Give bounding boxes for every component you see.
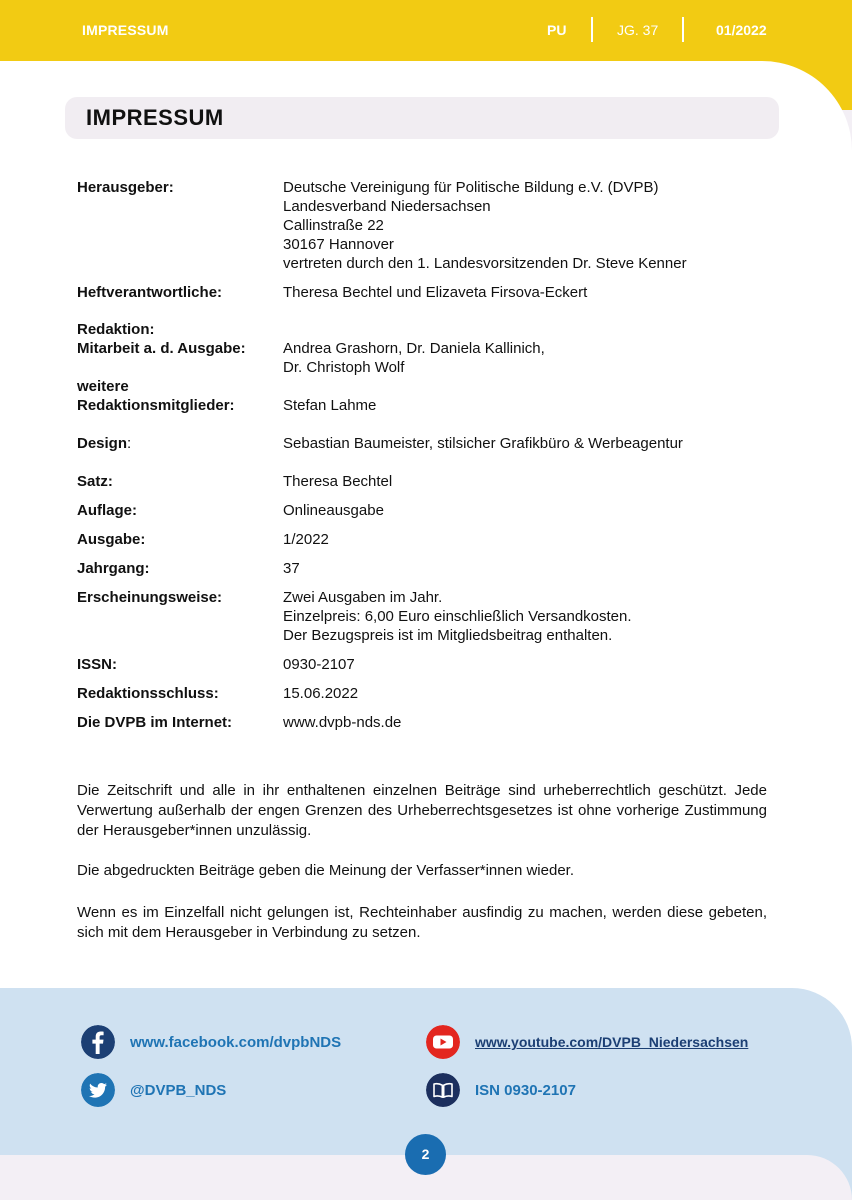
design-label <box>77 434 131 453</box>
header-divider <box>591 17 593 42</box>
publisher-line: vertreten durch den 1. Landesvorsitzenden Dr. Steve Kenner <box>283 255 687 272</box>
publisher-label: Herausgeber: <box>77 179 174 196</box>
deadline-label: Redaktionsschluss: <box>77 685 219 702</box>
typeset-value: Theresa Bechtel <box>283 473 393 490</box>
edition-value: Onlineausgabe <box>283 502 384 519</box>
header-section-title: IMPRESSUM <box>82 22 169 38</box>
design-label-colon: : <box>127 435 132 452</box>
publisher-line: Landesverband Niedersachsen <box>283 198 491 215</box>
issue-value: 1/2022 <box>283 531 329 548</box>
youtube-icon[interactable] <box>426 1025 460 1059</box>
twitter-handle[interactable]: @DVPB_NDS <box>130 1082 227 1099</box>
facebook-link[interactable]: www.facebook.com/dvpbNDS <box>130 1034 342 1051</box>
opinion-paragraph: Die abgedruckten Beiträge geben die Meinung der Verfasser*innen wieder. <box>77 862 574 879</box>
editorial-heading: Redaktion: <box>77 321 155 338</box>
publisher-line: Callinstraße 22 <box>283 217 384 234</box>
header-volume: JG. 37 <box>617 22 659 38</box>
contrib-line: Andrea Grashorn, Dr. Daniela Kallinich, <box>283 340 545 357</box>
publisher-value <box>283 178 687 273</box>
responsible-label: Heftverantwortliche: <box>77 284 223 301</box>
facebook-icon[interactable] <box>81 1025 115 1059</box>
more-members-value: Stefan Lahme <box>283 397 377 414</box>
frequency-label: Erscheinungsweise: <box>77 589 223 606</box>
more-members-label-line: weitere <box>77 378 129 395</box>
copyright-paragraph: Die Zeitschrift und alle in ihr enthaltenen einzelnen Beiträge sind urheberrechtlich geschützt. Jede Verwertung außerhalb der engen Grenzen des Urheberrechtsgesetzes ist ohne vorherige Zustimmung der Herausgeber*innen unzulässig. <box>77 782 767 839</box>
design-label-text: Design <box>77 435 128 452</box>
frequency-line: Der Bezugspreis ist im Mitgliedsbeitrag enthalten. <box>283 627 613 644</box>
isn-number: ISN 0930-2107 <box>475 1082 576 1099</box>
design-value: Sebastian Baumeister, stilsicher Grafikbüro & Werbeagentur <box>283 435 683 452</box>
web-value: www.dvpb-nds.de <box>283 714 402 731</box>
page-title: IMPRESSUM <box>86 105 224 130</box>
editorial-label <box>77 320 246 358</box>
rights-holder-paragraph: Wenn es im Einzelfall nicht gelungen ist, Rechteinhaber ausfindig zu machen, werden diese gebeten, sich mit dem Herausgeber in Verbindung zu setzen. <box>77 904 767 941</box>
publisher-line: Deutsche Vereinigung für Politische Bildung e.V. (DVPB) <box>283 179 659 196</box>
publisher-line: 30167 Hannover <box>283 236 394 253</box>
frequency-line: Einzelpreis: 6,00 Euro einschließlich Versandkosten. <box>283 608 632 625</box>
web-label: Die DVPB im Internet: <box>77 714 233 731</box>
issn-value: 0930-2107 <box>283 656 355 673</box>
book-icon <box>426 1073 460 1107</box>
responsible-value: Theresa Bechtel und Elizaveta Firsova-Eckert <box>283 284 588 301</box>
more-members-label <box>77 377 235 415</box>
page-number-badge: 2 <box>405 1134 446 1175</box>
frequency-line: Zwei Ausgaben im Jahr. <box>283 589 443 606</box>
edition-label: Auflage: <box>77 502 137 519</box>
year-label: Jahrgang: <box>77 560 150 577</box>
twitter-icon[interactable] <box>81 1073 115 1107</box>
header-issue: 01/2022 <box>716 22 767 38</box>
more-members-label-line: Redaktionsmitglieder: <box>77 397 235 414</box>
issn-label: ISSN: <box>77 656 118 673</box>
contrib-label: Mitarbeit a. d. Ausgabe: <box>77 340 246 357</box>
deadline-value: 15.06.2022 <box>283 685 359 702</box>
header-journal: PU <box>547 22 567 38</box>
youtube-link[interactable]: www.youtube.com/DVPB_Niedersachsen <box>475 1034 749 1050</box>
title-bar <box>65 97 779 139</box>
year-value: 37 <box>283 560 300 577</box>
contrib-value <box>283 339 545 377</box>
typeset-label: Satz: <box>77 473 113 490</box>
issue-label: Ausgabe: <box>77 531 146 548</box>
contrib-line: Dr. Christoph Wolf <box>283 359 405 376</box>
frequency-value <box>283 588 632 645</box>
header-divider <box>682 17 684 42</box>
